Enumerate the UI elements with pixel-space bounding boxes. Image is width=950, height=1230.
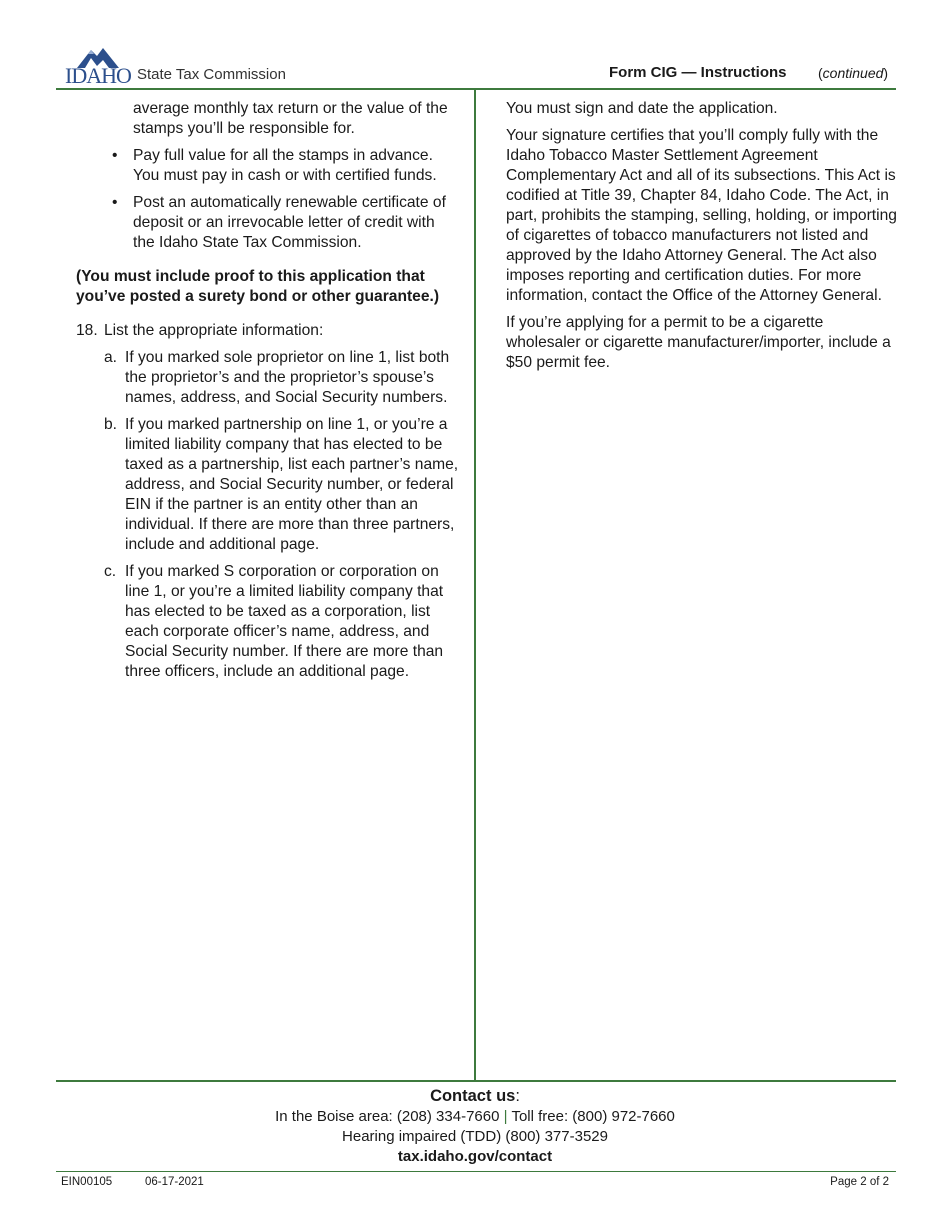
form-title: Form CIG — Instructions xyxy=(609,64,787,81)
revision-date: 06-17-2021 xyxy=(145,1176,204,1188)
contact-link[interactable]: tax.idaho.gov/contact xyxy=(397,1148,553,1165)
contact-heading-text: Contact us xyxy=(430,1087,516,1105)
sub-item-letter: c. xyxy=(104,563,117,580)
sub-item-text: If you marked S corporation or corporation on line 1, or you’re a limited liability company that has elected to be taxed as a corporation, list each corporate officer’s name, address, and Social Security number. If there are more than three officers, include an additional page. xyxy=(125,563,444,680)
page-number: Page 2 of 2 xyxy=(830,1176,889,1188)
sub-item-text: If you marked partnership on line 1, or you’re a limited liability company that has elected to be taxed as a partnership, list each partner’s name, address, and Social Security number, or federal EIN if the partner is an entity other than an individual. If there are more than three partners, include and additional page. xyxy=(125,416,459,553)
agency-name: State Tax Commission xyxy=(137,66,286,83)
logo-wordmark: IDAHO xyxy=(65,63,131,86)
header-rule xyxy=(56,88,896,90)
bullet-text: Post an automatically renewable certificate of deposit or an irrevocable letter of credit with the Idaho State Tax Commission. xyxy=(133,194,446,251)
item-text: List the appropriate information: xyxy=(104,322,324,339)
contact-heading-colon: : xyxy=(515,1087,520,1105)
toll-free-phone: Toll free: (800) 972-7660 xyxy=(511,1108,675,1125)
form-id: EIN00105 xyxy=(61,1176,113,1188)
bullet-icon: • xyxy=(112,194,118,211)
phone-line xyxy=(0,1107,950,1127)
list-item xyxy=(76,146,460,186)
boise-phone: In the Boise area: (208) 334-7660 xyxy=(275,1108,500,1125)
continuation-text: average monthly tax return or the value of the stamps you’ll be responsible for. xyxy=(133,100,448,137)
sub-item-letter: b. xyxy=(104,416,118,433)
contact-rule xyxy=(56,1080,896,1082)
list-item xyxy=(76,193,460,253)
signature-certification: Your signature certifies that you’ll comply fully with the Idaho Tobacco Master Settlement Agreement Complementary Act and all of its subsections. This Act is codified at Title 39, Chapter 84, Idaho Code. The Act, in part, prohibits the stamping, selling, holding, or importing of cigarettes of tobacco manufacturers not listed and approved by the Idaho Attorney General. The Act also imposes reporting and certification duties. For more information, contact the Office of the Attorney General. xyxy=(506,127,897,304)
continued-text: continued xyxy=(822,65,884,81)
item-18 xyxy=(76,321,460,341)
item-number: 18. xyxy=(76,322,98,339)
sub-item-text: If you marked sole proprietor on line 1, list both the proprietor’s and the proprietor’s spouse’s names, address, and Social Security numbers. xyxy=(125,349,450,406)
tdd-phone: Hearing impaired (TDD) (800) 377-3529 xyxy=(342,1128,608,1145)
footer-rule xyxy=(56,1171,896,1172)
continued-label: (continued) xyxy=(818,65,889,81)
sub-item-c xyxy=(76,562,460,682)
sub-item-b xyxy=(76,415,460,555)
proof-note: (You must include proof to this application that you’ve posted a surety bond or other guarantee.) xyxy=(76,268,440,305)
bullet-text: Pay full value for all the stamps in advance. You must pay in cash or with certified funds. xyxy=(133,147,437,184)
left-column xyxy=(76,99,460,689)
permit-fee-note: If you’re applying for a permit to be a cigarette wholesaler or cigarette manufacturer/importer, include a $50 permit fee. xyxy=(506,314,891,371)
bullet-icon: • xyxy=(112,147,118,164)
column-divider xyxy=(474,90,476,1081)
sign-instruction: You must sign and date the application. xyxy=(506,100,778,117)
page-header xyxy=(0,0,950,90)
phone-separator: | xyxy=(503,1108,508,1125)
sub-item-letter: a. xyxy=(104,349,118,366)
idaho-logo-mark xyxy=(63,46,135,86)
contact-heading xyxy=(0,1085,950,1107)
contact-section xyxy=(0,1085,950,1167)
sub-item-a xyxy=(76,348,460,408)
right-column xyxy=(506,99,898,380)
